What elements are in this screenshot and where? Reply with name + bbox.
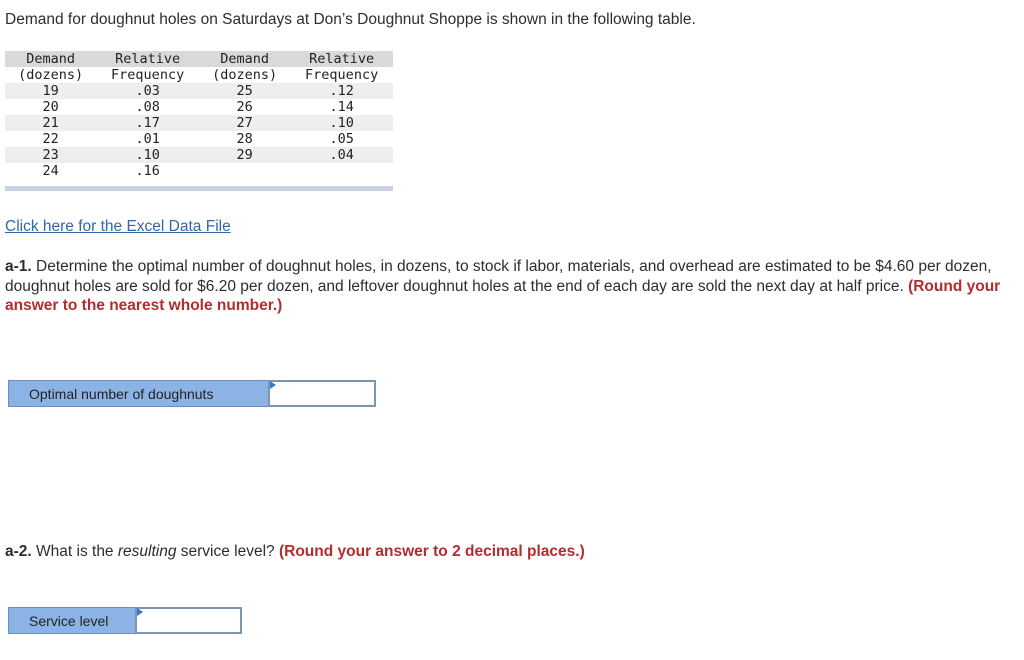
table-bottom-rule <box>5 186 393 191</box>
question-number: a-2. <box>5 543 32 560</box>
table-row <box>5 131 393 147</box>
table-cell: 29 <box>199 147 290 163</box>
table-cell: 20 <box>5 99 96 115</box>
table-cell: 26 <box>199 99 290 115</box>
table-cell: 21 <box>5 115 96 131</box>
table-row <box>5 83 393 99</box>
header-frequency-1: Relative <box>96 51 199 67</box>
table-cell: 28 <box>199 131 290 147</box>
table-cell: 23 <box>5 147 96 163</box>
table-cell: 25 <box>199 83 290 99</box>
table-cell: .16 <box>96 163 199 179</box>
answer-label-optimal: Optimal number of doughnuts <box>8 380 269 407</box>
service-level-input[interactable] <box>135 607 242 634</box>
question-text: service level? <box>176 543 279 560</box>
answer-input-wrapper <box>269 380 376 407</box>
question-text: What is the <box>31 543 118 560</box>
question-text: Determine the optimal number of doughnut holes, in dozens, to stock if labor, materials, and overhead are estimated to be $4.60 per dozen, doughnut holes are sold for $6.20 per dozen, and leftover doughnut holes at the end of each day are sold the next day at half price. <box>5 258 992 295</box>
question-a2 <box>5 542 1013 562</box>
table-header-row <box>5 51 393 67</box>
table-cell: .10 <box>96 147 199 163</box>
table-cell: 24 <box>5 163 96 179</box>
table-cell: .03 <box>96 83 199 99</box>
header-demand-1: Demand <box>5 51 96 67</box>
answer-row-optimal <box>8 380 376 407</box>
header-frequency-unit-2: Frequency <box>305 67 379 83</box>
table-row <box>5 147 393 163</box>
table-cell: .14 <box>290 99 393 115</box>
input-marker-icon <box>137 608 143 616</box>
table-cell: .01 <box>96 131 199 147</box>
answer-row-service-level <box>8 607 242 634</box>
question-number: a-1. <box>5 258 32 275</box>
table-cell: .05 <box>290 131 393 147</box>
table-cell: 22 <box>5 131 96 147</box>
answer-label-service-level: Service level <box>8 607 136 634</box>
table-cell: .12 <box>290 83 393 99</box>
input-marker-icon <box>270 381 276 389</box>
table-cell: .17 <box>96 115 199 131</box>
excel-data-file-link[interactable]: Click here for the Excel Data File <box>5 218 231 235</box>
table-cell: .04 <box>290 147 393 163</box>
optimal-number-input[interactable] <box>268 380 376 407</box>
header-demand-2: Demand <box>199 51 290 67</box>
table-cell <box>199 163 290 179</box>
answer-input-wrapper <box>136 607 242 634</box>
table-row <box>5 99 393 115</box>
question-emphasis: resulting <box>117 543 177 560</box>
table-row <box>5 115 393 131</box>
header-demand-unit-2: (dozens) <box>212 67 278 83</box>
header-frequency-2: Relative <box>290 51 393 67</box>
question-a1 <box>5 257 1013 316</box>
table-cell: .10 <box>290 115 393 131</box>
header-frequency-unit-1: Frequency <box>111 67 185 83</box>
table-cell: .08 <box>96 99 199 115</box>
table-header-row <box>5 67 393 83</box>
demand-frequency-table <box>5 51 393 187</box>
header-demand-unit-1: (dozens) <box>18 67 84 83</box>
table-cell: 19 <box>5 83 96 99</box>
rounding-instruction: (Round your answer to 2 decimal places.) <box>278 543 585 560</box>
table-cell <box>290 163 393 179</box>
table-cell: 27 <box>199 115 290 131</box>
table-row <box>5 163 393 179</box>
problem-intro: Demand for doughnut holes on Saturdays at Don’s Doughnut Shoppe is shown in the following table. <box>5 11 696 28</box>
rounding-instruction: (Round your answer to the nearest whole number.) <box>5 277 1001 314</box>
